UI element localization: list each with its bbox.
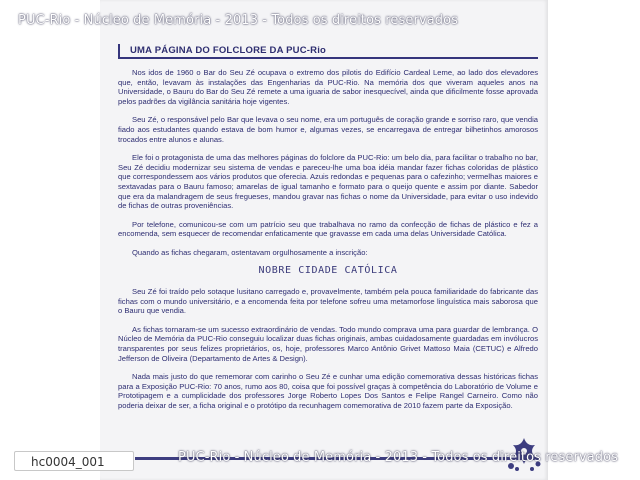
header-rule [118, 57, 538, 59]
header-bar [118, 44, 538, 60]
paragraph: Por telefone, comunicou-se com um patrício seu que trabalhava no ramo da confecção de fichas de plástico e fez a encomenda, sem esquecer de recomendar enfaticamente que gravasse em cada uma delas Universidade Católica. [118, 219, 538, 239]
document-title: UMA PÁGINA DO FOLCLORE DA PUC-Rio [130, 45, 327, 56]
quote-intro: Quando as fichas chegaram, ostentavam orgulhosamente a inscrição: [132, 247, 368, 257]
watermark-top: PUC-Rio - Núcleo de Memória - 2013 - Todos os direitos reservados [18, 13, 459, 28]
document-body [118, 68, 538, 420]
watermark-bottom: PUC-Rio - Núcleo de Memória - 2013 - Todos os direitos reservados [178, 450, 619, 465]
inscription: NOBRE CIDADE CATÓLICA [258, 264, 398, 276]
paragraph: Nada mais justo do que rememorar com carinho o Seu Zé e cunhar uma edição comemorativa dessas históricas fichas para a Exposição PUC-Rio: 70 anos, rumo aos 80, coisa que foi possível graças à competência do Laboratório de Volume e Prototipagem e a cumplicidade dos professores Jorge Roberto Lopes Dos Santos e Felipe Rangel Carneiro. Como não poderia deixar de ser, a ficha original e o protótipo da recunhagem comemorativa de 2010 fazem parte da Exposição. [118, 372, 538, 411]
paragraph: Seu Zé foi traído pelo sotaque lusitano carregado e, provavelmente, também pela pouca familiaridade do fabricante das fichas com o mundo universitário, e a encomenda feita por telefone sofreu uma metamorfose linguística mais saborosa que o Bauru que vendia. [118, 287, 538, 316]
image-id-label: hc0004_001 [14, 451, 134, 471]
paragraph: As fichas tornaram-se um sucesso extraordinário de vendas. Todo mundo comprava uma para guardar de lembrança. O Núcleo de Memória da PUC-Rio conseguiu localizar duas fichas originais, ambas cuidadosamente guardadas em invólucros transparentes por seus felizes proprietários, os, hoje, professores Marco Antônio Grivet Mattoso Maia (CETUC) e Alfredo Jefferson de Oliveira (Departamento de Artes & Design). [118, 324, 538, 363]
right-margin [548, 0, 640, 480]
paragraph: Nos idos de 1960 o Bar do Seu Zé ocupava o extremo dos pilotis do Edifício Cardeal Leme, ao lado dos elevadores que, então, levavam às instalações das Engenharias da PUC-Rio. Na memória dos que viveram aqueles anos na Universidade, o Bauru do Bar do Seu Zé remete a uma iguaria de sabor inesquecível, ainda que dificilmente fosse aprovada pelos padrões da vigilância sanitária hoje vigentes. [118, 68, 538, 106]
left-margin [0, 0, 100, 480]
paragraph: Seu Zé, o responsável pelo Bar que levava o seu nome, era um português de coração grande e sorriso raro, que vendia fiado aos estudantes quando estava de bom humor e, algumas vezes, se encarregava de entregar bilhetinhos amorosos trocados entre alunos e alunas. [118, 115, 538, 144]
paragraph: Ele foi o protagonista de uma das melhores páginas do folclore da PUC-Rio: um belo dia, para facilitar o trabalho no bar, Seu Zé decidiu modernizar seu sistema de vendas e pareceu-lhe uma boa idéia mandar fazer fichas coloridas de plástico que correspondessem aos vários produtos que oferecia. Azuis redondas e pequenas para o cafezinho; vermelhas maiores e sextavadas para o Bauru famoso; amarelas de igual tamanho e formato para o queijo quente e assim por diante. Sabedor que era da malandragem de seus fregueses, mandou gravar nas fichas o nome da Universidade, para evitar o uso indevido de fichas de outras proveniências. [118, 153, 538, 211]
